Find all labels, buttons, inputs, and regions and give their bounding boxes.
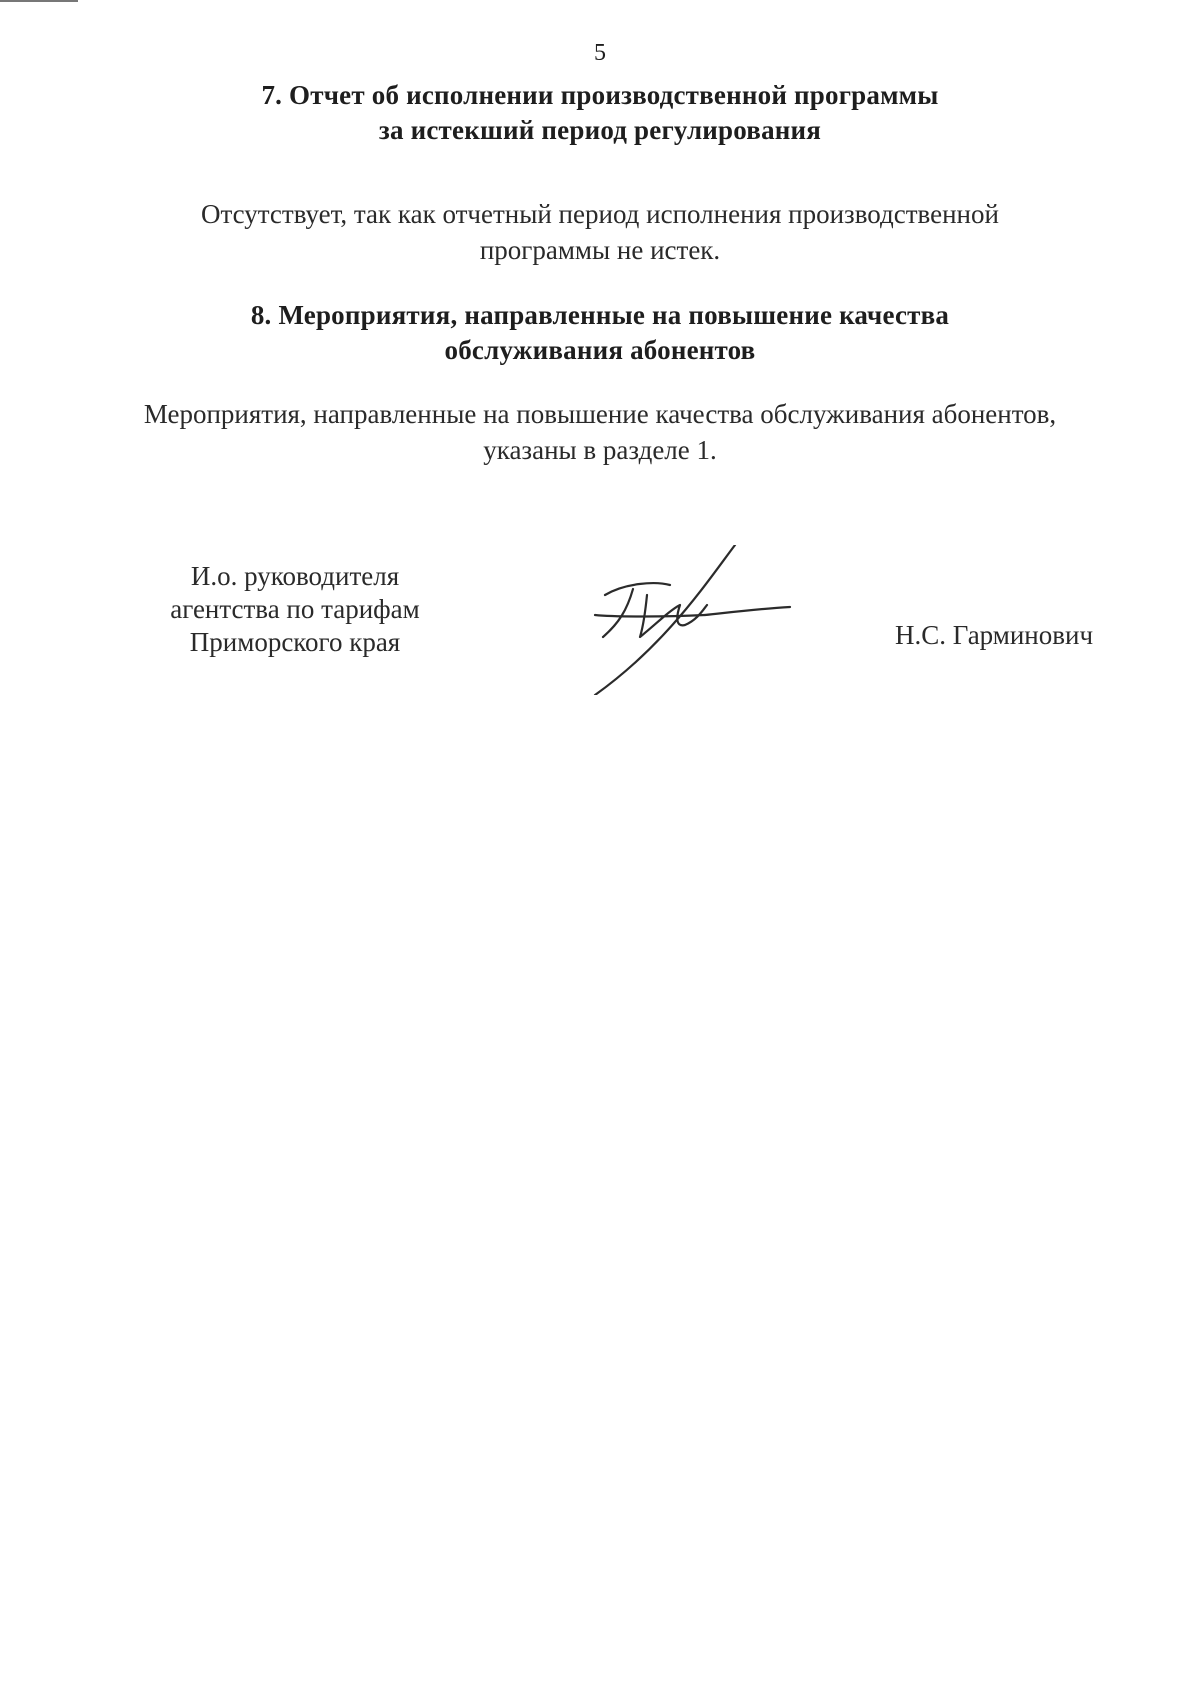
signatory-position bbox=[110, 560, 480, 659]
signatory-name: Н.С. Гарминович bbox=[895, 620, 1094, 650]
section-7-text bbox=[0, 196, 1200, 268]
signatory-position-line-3: Приморского края bbox=[189, 627, 401, 657]
section-7-heading-line-2: за истекший период регулирования bbox=[378, 115, 822, 145]
handwritten-signature bbox=[585, 545, 795, 695]
section-7-heading bbox=[0, 78, 1200, 148]
section-8-text-line-1: Мероприятия, направленные на повышение качества обслуживания абонентов, bbox=[143, 399, 1057, 429]
section-7-text-line-1: Отсутствует, так как отчетный период исполнения производственной bbox=[201, 199, 999, 229]
section-8-text bbox=[0, 396, 1200, 468]
signatory-position-line-2: агентства по тарифам bbox=[170, 594, 420, 624]
section-7-heading-line-1: 7. Отчет об исполнении производственной программы bbox=[261, 80, 939, 110]
section-8-text-line-2: указаны в разделе 1. bbox=[483, 435, 717, 465]
signatory-position-line-1: И.о. руководителя bbox=[190, 561, 400, 591]
section-8-heading bbox=[0, 298, 1200, 368]
scan-corner-mark bbox=[0, 0, 78, 2]
section-8-heading-line-1: 8. Мероприятия, направленные на повышение качества bbox=[250, 300, 950, 330]
page-number: 5 bbox=[594, 40, 606, 66]
section-7-text-line-2: программы не истек. bbox=[479, 235, 721, 265]
section-8-heading-line-2: обслуживания абонентов bbox=[444, 335, 756, 365]
